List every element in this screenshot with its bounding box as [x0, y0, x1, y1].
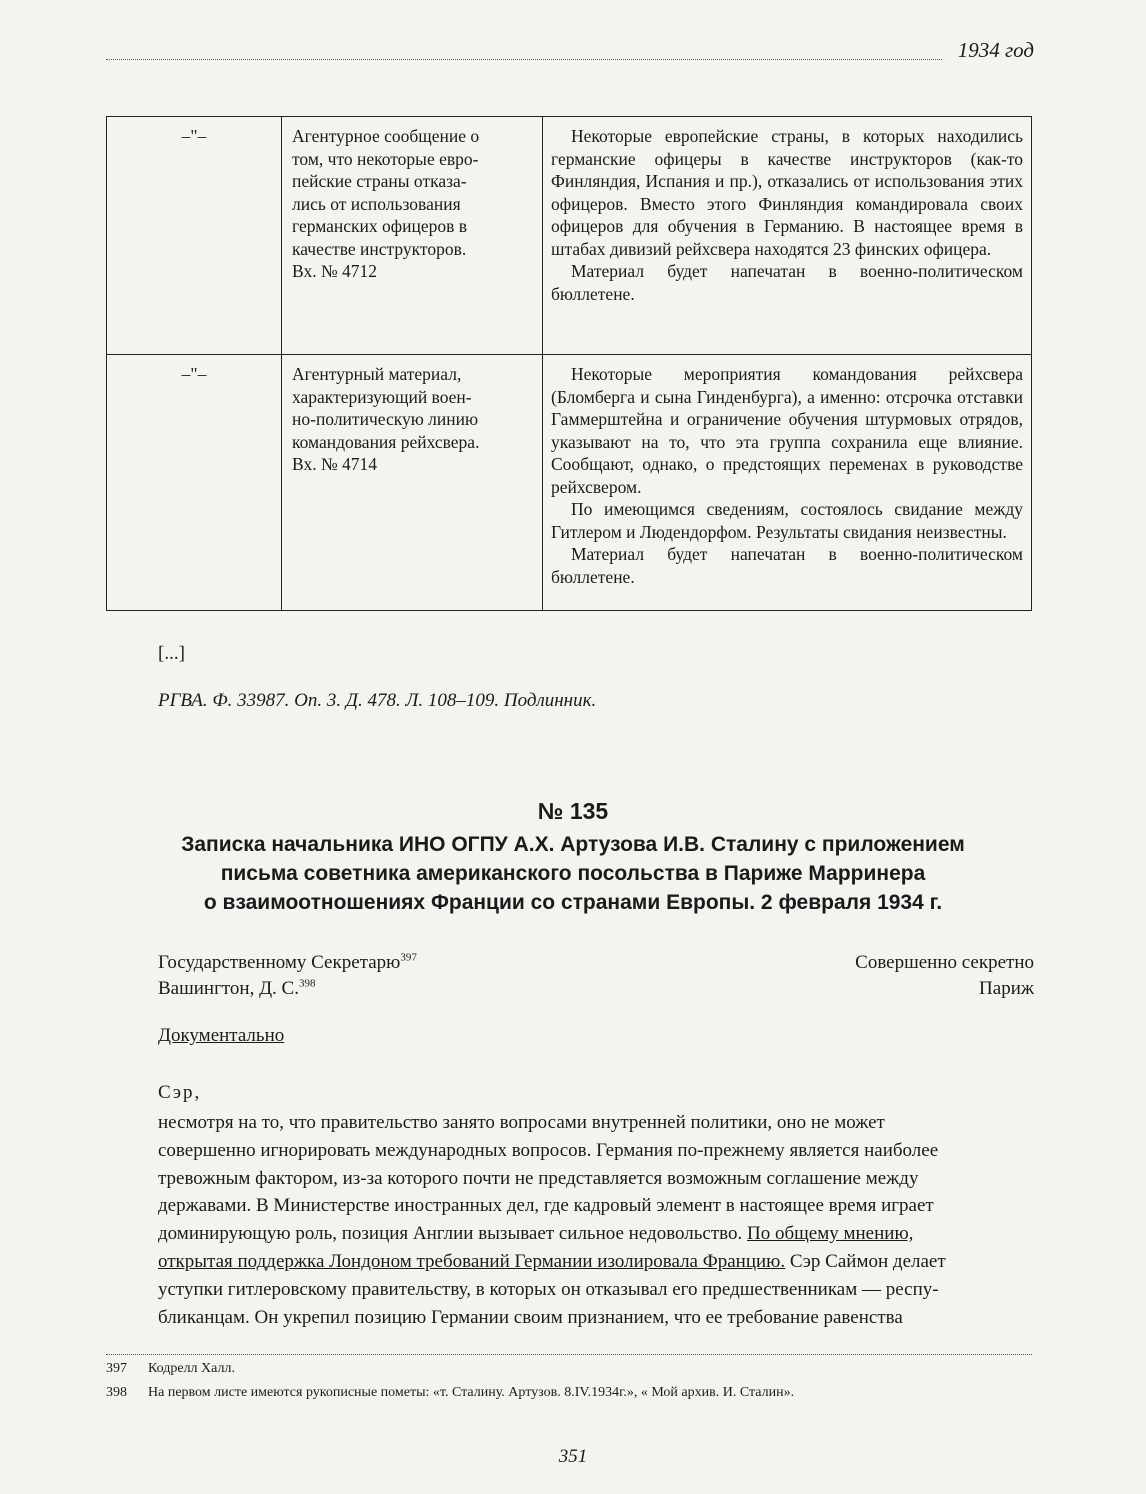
source-line: пейские страны отказа-	[292, 171, 467, 191]
document-label: Документально	[158, 1025, 285, 1046]
content-paragraph: По имеющимся сведениям, состоялось свидание между Гитлером и Людендорфом. Результаты свидания неизвестны.	[551, 499, 1023, 542]
table-cell-content	[543, 355, 1032, 611]
document-title	[120, 830, 1026, 917]
header-rule	[106, 59, 942, 60]
table-cell-content	[543, 117, 1032, 355]
table-cell-date: –"–	[107, 117, 282, 355]
footnote-number: 398	[106, 1385, 127, 1400]
source-line: германских офицеров в	[292, 216, 468, 236]
content-paragraph: Некоторые мероприятия командования рейхсвера (Бломберга и сына Гинденбурга), а именно: отсрочка отставки Гаммерштейна и ограничение обучения штурмовых отрядов, указывают на то, что эта группа сохранила еще влияние. Сообщают, однако, о предстоящих переменах в руководстве рейхсвером.	[551, 364, 1023, 497]
source-line: лись от использования	[292, 193, 461, 214]
report-table	[106, 116, 1032, 611]
source-line: Агентурное сообщение о	[292, 126, 480, 146]
addressee-name: Государственному Секретарю	[158, 952, 401, 973]
source-line: Вх. № 4712	[292, 261, 378, 281]
body-line: несмотря на то, что правительство занято вопросами внутренней политики, оно не может	[158, 1112, 885, 1133]
footnote-number: 397	[106, 1361, 127, 1376]
source-line: Вх. № 4714	[292, 454, 378, 474]
source-line: но-политическую линию	[292, 409, 479, 429]
body-line: тревожным фактором, из-за которого почти не представляется возможным соглашение между	[158, 1167, 919, 1189]
footnote-text: На первом листе имеются рукописные пометы: «т. Сталину. Артузов. 8.IV.1934г.», « Мой архив. И. Сталин».	[148, 1385, 795, 1400]
sender-location: Париж	[979, 978, 1034, 999]
body-line: совершенно игнорировать международных вопросов. Германия по-прежнему является наиболее	[158, 1139, 939, 1161]
addressee-block	[158, 950, 417, 1002]
source-line: том, что некоторые евро-	[292, 148, 479, 169]
content-paragraph: Материал будет напечатан в военно-политическом бюллетене.	[551, 544, 1023, 587]
document-number: № 135	[537, 798, 609, 824]
table-cell-date: –"–	[107, 355, 282, 611]
title-line: Записка начальника ИНО ОГПУ А.Х. Артузова И.В. Сталину с приложением	[181, 833, 965, 856]
omission-mark: [...]	[158, 643, 185, 664]
classification: Совершенно секретно	[855, 952, 1034, 973]
body-fragment: доминирующую роль, позиция Англии вызывает сильное недовольство.	[158, 1223, 743, 1245]
body-line: державами. В Министерстве иностранных дел, где кадровый элемент в настоящее время играет	[158, 1195, 934, 1217]
running-header-year: 1934 год	[957, 38, 1034, 62]
body-text	[158, 1109, 1032, 1331]
body-line	[158, 1220, 1032, 1248]
footnote-ref: 397	[400, 951, 417, 964]
footnote	[106, 1361, 235, 1377]
source-line: Агентурный материал,	[292, 364, 462, 384]
archive-reference: РГВА. Ф. 33987. Оп. 3. Д. 478. Л. 108–109. Подлинник.	[158, 690, 597, 711]
body-line: бликанцам. Он укрепил позицию Германии своим признанием, что ее требование равенства	[158, 1306, 903, 1328]
title-line: письма советника американского посольства в Париже Марринера	[220, 862, 926, 885]
content-paragraph: Материал будет напечатан в военно-политическом бюллетене.	[551, 261, 1023, 304]
underlined-text: открытая поддержка Лондоном требований Германии изолировала Францию.	[158, 1250, 786, 1272]
table-row	[107, 117, 1032, 355]
underlined-text: По общему мнению,	[747, 1223, 914, 1245]
footnote-text: Кодрелл Халл.	[148, 1361, 235, 1376]
addressee-location: Вашингтон, Д. С.	[158, 978, 299, 999]
source-line: командования рейхсвера.	[292, 431, 480, 452]
content-paragraph: Некоторые европейские страны, в которых находились германские офицеры в качестве инструкторов (как-то Финляндия, Испания и пр.), отказались от использования этих офицеров. Вместо этого Финляндия командировала своих офицеров для обучения в Германию. В настоящее время в штабах дивизий рейхсвера находятся 23 финских офицера.	[551, 126, 1023, 259]
table-row	[107, 355, 1032, 611]
body-line: уступки гитлеровскому правительству, в которых он отказывал его предшественникам — респу-	[158, 1278, 939, 1300]
table-cell-source	[282, 355, 543, 611]
page-number: 351	[558, 1446, 588, 1467]
footnote	[106, 1385, 794, 1401]
table-cell-source	[282, 117, 543, 355]
source-line: качестве инструкторов.	[292, 238, 467, 259]
salutation: Сэр,	[158, 1082, 202, 1103]
classification-block	[855, 950, 1034, 1002]
title-line: о взаимоотношениях Франции со странами Европы. 2 февраля 1934 г.	[203, 891, 943, 914]
body-line	[158, 1248, 1032, 1276]
footnote-rule	[106, 1354, 1032, 1355]
footnote-ref: 398	[298, 977, 316, 990]
body-fragment: Сэр Саймон делает	[789, 1250, 946, 1272]
source-line: характеризующий воен-	[292, 386, 472, 407]
